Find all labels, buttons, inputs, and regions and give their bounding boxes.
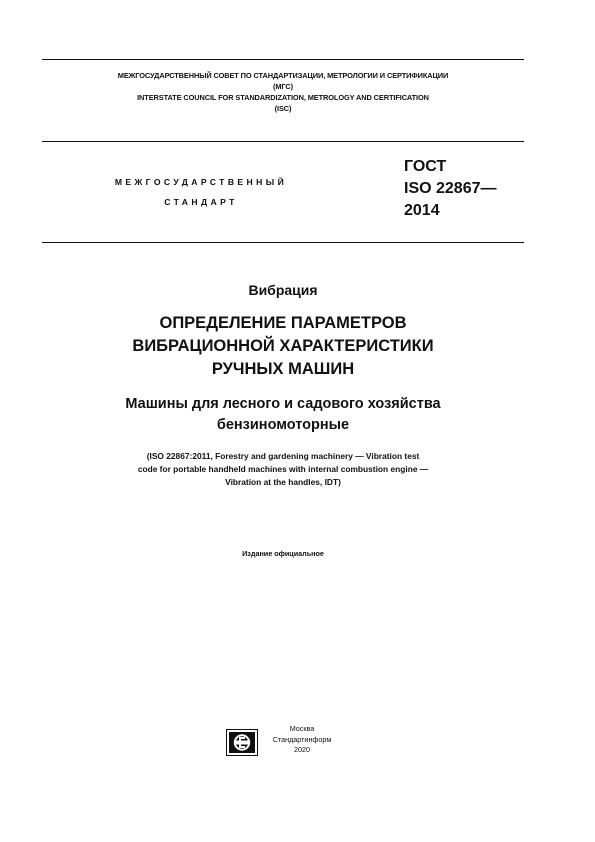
edition-note: Издание официальное <box>242 549 324 558</box>
title-line1: ОПРЕДЕЛЕНИЕ ПАРАМЕТРОВ <box>159 314 407 332</box>
title-line3: РУЧНЫХ МАШИН <box>211 360 355 378</box>
document-title <box>42 312 524 381</box>
council-header <box>42 70 524 114</box>
standard-type-line1: МЕЖГОСУДАРСТВЕННЫЙ <box>114 177 288 187</box>
bottom-divider <box>42 242 524 243</box>
middle-divider <box>42 141 524 142</box>
designation-line1: ГОСТ <box>404 158 447 175</box>
standard-type-line2: СТАНДАРТ <box>164 197 238 207</box>
subtitle-line1: Машины для лесного и садового хозяйства <box>125 396 441 412</box>
top-divider <box>42 59 524 60</box>
publication-year: 2020 <box>294 745 310 754</box>
subtitle-line2: бензиномоторные <box>216 417 350 433</box>
iso-reference <box>42 450 524 489</box>
standard-designation <box>404 156 497 222</box>
standartinform-logo-icon <box>226 729 258 756</box>
council-abbr-ru: (МГС) <box>272 82 293 91</box>
iso-reference-line3: Vibration at the handles, IDT) <box>225 477 341 487</box>
title-line2: ВИБРАЦИОННОЙ ХАРАКТЕРИСТИКИ <box>132 337 434 355</box>
designation-line2: ISO 22867— <box>404 180 497 197</box>
publisher-block <box>262 724 342 756</box>
council-name-en: INTERSTATE COUNCIL FOR STANDARDIZATION, METROLOGY AND CERTIFICATION <box>137 93 429 102</box>
council-abbr-en: (ISC) <box>274 104 292 113</box>
council-name-ru: МЕЖГОСУДАРСТВЕННЫЙ СОВЕТ ПО СТАНДАРТИЗАЦИИ, МЕТРОЛОГИИ И СЕРТИФИКАЦИИ <box>117 71 449 80</box>
document-subtitle <box>42 394 524 436</box>
iso-reference-line2: code for portable handheld machines with internal combustion engine — <box>137 464 429 474</box>
publisher-name: Стандартинформ <box>272 734 332 744</box>
designation-line3: 2014 <box>404 202 440 219</box>
iso-reference-line1: (ISO 22867:2011, Forestry and gardening machinery — Vibration test <box>146 451 420 461</box>
publisher-city: Москва <box>289 724 315 733</box>
standard-type-label <box>76 172 326 212</box>
topic-heading: Вибрация <box>248 282 318 298</box>
